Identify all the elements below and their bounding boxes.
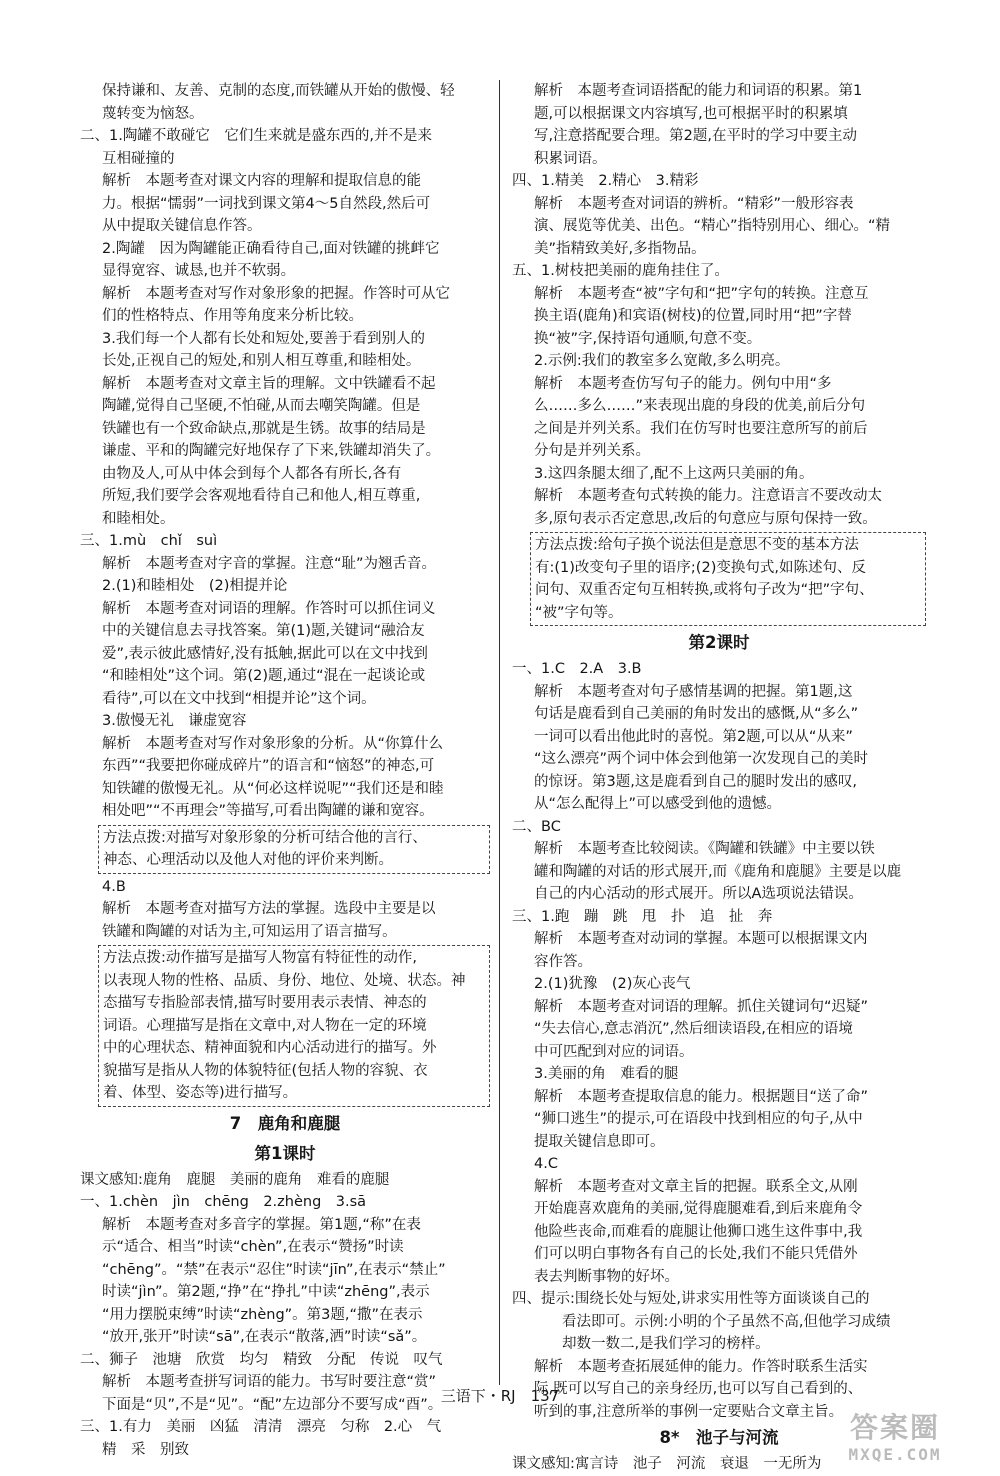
answer-line: 他险些丧命,而难看的鹿腿让他狮口逃生这件事中,我	[534, 1223, 863, 1240]
left-column	[80, 80, 490, 1461]
answer-line: 三、1.mù chǐ suì	[80, 533, 218, 549]
answer-line: 4.C	[534, 1156, 558, 1172]
answer-line: 解析 本题考查“被”字句和“把”字句的转换。注意互	[534, 285, 869, 302]
answer-line: 解析 本题考查对课文内容的理解和提取信息的能	[102, 173, 421, 189]
answer-line: 解析 本题考查对字音的掌握。注意“耻”为翘舌音。	[102, 555, 437, 572]
answer-line: 五、1.树枝把美丽的鹿角挂住了。	[512, 263, 729, 279]
answer-line: 课文感知:鹿角 鹿腿 美丽的鹿角 难看的鹿腿	[80, 1171, 390, 1188]
method-tip-line: “被”字句等。	[535, 604, 623, 621]
answer-line: 时读“jìn”。第2题,“挣”在“挣扎”中读“zhēng”,表示	[102, 1284, 430, 1300]
answer-line: 美”指精致美好,多指物品。	[534, 240, 706, 257]
answer-line: 2.(1)犹豫 (2)灰心丧气	[534, 976, 691, 992]
answer-line: 2.陶罐 因为陶罐能正确看待自己,面对铁罐的挑衅它	[102, 240, 440, 257]
column-divider	[499, 80, 500, 1385]
answer-line: 一、1.C 2.A 3.B	[512, 661, 642, 677]
answer-line: 们可以明白事物各有自己的长处,我们不能只凭借外	[534, 1246, 858, 1262]
answer-line: 解析 本题考查拓展延伸的能力。作答时联系生活实	[534, 1358, 868, 1375]
answer-line: 解析 本题考查对文章主旨的理解。文中铁罐看不起	[102, 375, 436, 392]
answer-line: 和睦相处。	[102, 510, 175, 527]
answer-line: 演、展览等优美、出色。“精心”指特别用心、细心。“精	[534, 218, 891, 234]
answer-line: “chēng”。“禁”在表示“忍住”时读“jīn”,在表示“禁止”	[102, 1261, 446, 1278]
answer-line: 罐和陶罐的对话的形式展开,而《鹿角和鹿腿》主要是以鹿	[534, 863, 902, 880]
answer-line: 听到的事,注意所举的事例一定要贴合文章主旨。	[534, 1403, 844, 1420]
answer-line: 分句是并列关系。	[534, 443, 650, 459]
section-heading: 第1课时	[254, 1143, 316, 1163]
answer-line: 铁罐也有一个致命缺点,那就是生锈。故事的结局是	[102, 420, 426, 437]
method-tip-line: 词语。心理描写是指在文章中,对人物在一定的环境	[103, 1017, 427, 1034]
section-heading: 8* 池子与河流	[659, 1428, 779, 1447]
answer-line: 3.我们每一个人都有长处和短处,要善于看到别人的	[102, 330, 425, 347]
answer-line: 多,原句表示否定意思,改后的句意应与原句保持一致。	[534, 510, 877, 527]
method-tip-line: 有:(1)改变句子里的语序;(2)变换句式,如陈述句、反	[535, 559, 866, 576]
answer-line: 由物及人,可从中体会到每个人都各有所长,各有	[102, 465, 402, 482]
answer-line: 四、提示:围绕长处与短处,讲求实用性等方面谈谈自己的	[512, 1291, 870, 1307]
method-tip-box	[530, 532, 926, 626]
answer-line: 解析 本题考查对词语的理解。抓住关键词句“迟疑”	[534, 998, 869, 1015]
answer-line: 相处吧”“不再理会”等描写,可看出陶罐的谦和宽容。	[102, 803, 434, 819]
answer-line: 解析 本题考查拼写词语的能力。书写时要注意“赏”	[102, 1374, 437, 1390]
method-tip-line: 以表现人物的性格、品质、身份、地位、处境、状态。神	[103, 972, 466, 989]
answer-line: 从中提取关键信息作答。	[102, 218, 262, 234]
answer-line: “这么漂亮”两个词中体会到他第一次发现自己的美时	[534, 751, 869, 767]
answer-line: 解析 本题考查对词语的辨析。“精彩”一般形容表	[534, 195, 854, 212]
answer-line: 铁罐和陶罐的对话为主,可知运用了语言描写。	[102, 923, 397, 940]
answer-line: 一、1.chèn jìn chēng 2.zhèng 3.sā	[80, 1194, 367, 1210]
answer-line: 之间是并列关系。我们在仿写时也要注意所写的前后	[534, 420, 868, 437]
method-tip-line: 神态、心理活动以及他人对他的评价来判断。	[103, 852, 393, 868]
answer-line: 解析 本题考查对句子感情基调的把握。第1题,这	[534, 683, 853, 700]
method-tip-box	[98, 825, 490, 874]
answer-line: 却数一数二,是我们学习的榜样。	[562, 1336, 770, 1352]
answer-line: 知铁罐的傲慢无礼。从“何必这样说呢”“我们还是和睦	[102, 780, 444, 797]
section-heading: 7 鹿角和鹿腿	[229, 1113, 341, 1133]
answer-line: 蔑转变为恼怒。	[102, 105, 204, 122]
answer-line: 4.B	[102, 878, 126, 895]
answer-line: “用力摆脱束缚”时读“zhèng”。第3题,“撒”在表示	[102, 1306, 423, 1323]
answer-line: 看待”,可以在文中找到“相提并论”这个词。	[102, 690, 376, 707]
answer-line: 解析 本题考查提取信息的能力。根据题目“送了命”	[534, 1088, 869, 1105]
answer-line: 解析 本题考查词语搭配的能力和词语的积累。第1	[534, 83, 863, 99]
method-tip-line: 中的心理状态、精神面貌和内心活动进行的描写。外	[103, 1040, 437, 1056]
answer-line: 容作答。	[534, 953, 592, 970]
answer-line: 解析 本题考查仿写句子的能力。例句中用“多	[534, 375, 832, 392]
watermark-top: 答案圈	[849, 1411, 940, 1444]
section-heading: 第2课时	[688, 633, 750, 652]
answer-line: 下面是“贝”,不是“见”。“配”左边部分不要写成“酉”。	[102, 1396, 443, 1413]
method-tip-line: 问句、双重否定句互相转换,或将句子改为“把”字句、	[535, 582, 874, 598]
watermark-logo	[820, 1412, 970, 1472]
answer-line: 示“适合、相当”时读“chèn”,在表示“赞扬”时读	[102, 1239, 404, 1255]
method-tip-line: 方法点拨:给句子换个说法但是意思不变的基本方法	[535, 537, 859, 553]
method-tip-box	[98, 945, 490, 1107]
answer-line: 四、1.精美 2.精心 3.精彩	[512, 173, 699, 189]
answer-line: 中可匹配到对应的词语。	[534, 1043, 694, 1060]
answer-line: 解析 本题考查比较阅读。《陶罐和铁罐》中主要以铁	[534, 841, 875, 857]
answer-line: 解析 本题考查对文章主旨的把握。联系全文,从刚	[534, 1178, 858, 1195]
answer-line: 自己的内心活动的形式展开。所以A选项说法错误。	[534, 886, 863, 902]
answer-line: 3.傲慢无礼 谦虚宽容	[102, 713, 247, 729]
answer-line: 提取关键信息即可。	[534, 1133, 665, 1150]
answer-line: 保持谦和、友善、克制的态度,而铁罐从开始的傲慢、轻	[102, 83, 455, 99]
answer-line: 互相碰撞的	[102, 150, 175, 167]
method-tip-line: 方法点拨:动作描写是描写人物富有特征性的动作,	[103, 950, 417, 966]
answer-line: 长处,正视自己的短处,和别人相互尊重,和睦相处。	[102, 353, 421, 369]
answer-line: “放开,张开”时读“sā”,在表示“散落,洒”时读“sǎ”。	[102, 1329, 427, 1345]
answer-line: 题,可以根据课文内容填写,也可根据平时的积累填	[534, 105, 848, 122]
method-tip-line: 态描写专指脸部表情,描写时要用表示表情、神态的	[103, 995, 427, 1011]
answer-line: 爱”,表示彼此感情好,没有抵触,据此可以在文中找到	[102, 645, 428, 662]
answer-line: 3.美丽的角 难看的腿	[534, 1066, 679, 1082]
answer-line: 二、BC	[512, 818, 561, 835]
answer-line: 句话是鹿看到自己美丽的角时发出的感慨,从“多么”	[534, 706, 859, 722]
answer-line: “失去信心,意志消沉”,然后细读语段,在相应的语境	[534, 1021, 853, 1037]
method-tip-line: 貌描写是指从人物的体貌特征(包括人物的容貌、衣	[103, 1062, 428, 1079]
right-column	[512, 80, 926, 1476]
answer-line: 二、1.陶罐不敢碰它 它们生来就是盛东西的,并不是来	[80, 128, 432, 144]
answer-line: “狮口逃生”的提示,可在语段中找到相应的句子,从中	[534, 1111, 863, 1127]
answer-line: 积累词语。	[534, 150, 607, 167]
answer-line: 么……多么……”来表现出鹿的身段的优美,前后分句	[534, 398, 866, 414]
answer-line: 二、狮子 池塘 欣赏 均匀 精致 分配 传说 叹气	[80, 1351, 443, 1368]
answer-line: 解析 本题考查对多音字的掌握。第1题,“称”在表	[102, 1216, 421, 1233]
answer-line: 东西”“我要把你碰成碎片”的语言和“恼怒”的神态,可	[102, 758, 435, 774]
method-tip-line: 着、体型、姿态等)进行描写。	[103, 1085, 298, 1101]
answer-line: 课文感知:寓言诗 池子 河流 衰退 一无所为	[512, 1456, 822, 1472]
answer-line: 2.示例:我们的教室多么宽敞,多么明亮。	[534, 353, 790, 369]
answer-line: 从“怎么配得上”可以感受到他的遗憾。	[534, 796, 782, 812]
answer-line: 所短,我们要学会客观地看待自己和他人,相互尊重,	[102, 488, 421, 504]
answer-line: 谦虚、平和的陶罐完好地保存了下来,铁罐却消失了。	[102, 443, 441, 459]
watermark-bottom: MXQE.COM	[848, 1445, 942, 1464]
answer-line: 解析 本题考查对写作对象形象的把握。作答时可从它	[102, 285, 450, 302]
answer-line: 一词可以看出他此时的喜悦。第2题,可以从“从来”	[534, 728, 853, 745]
answer-line: 解析 本题考查对写作对象形象的分析。从“你算什么	[102, 735, 444, 752]
answer-line: 力。根据“懦弱”一词找到课文第4～5自然段,然后可	[102, 195, 431, 212]
answer-line: 的惊讶。第3题,这是鹿看到自己的腿时发出的感叹,	[534, 773, 857, 790]
answer-line: 显得宽容、诚恳,也并不软弱。	[102, 263, 296, 279]
answer-line: 三、1.跑 蹦 跳 甩 扑 追 扯 奔	[512, 908, 773, 925]
answer-line: 际,既可以写自己的亲身经历,也可以写自己看到的、	[534, 1381, 863, 1397]
answer-line: 开始鹿喜欢鹿角的美丽,觉得鹿腿难看,到后来鹿角令	[534, 1201, 863, 1217]
answer-line: 写,注意搭配要合理。第2题,在平时的学习中要主动	[534, 128, 857, 144]
answer-line: 换“被”字,保持语句通顺,句意不变。	[534, 330, 762, 347]
answer-line: 解析 本题考查对描写方法的掌握。选段中主要是以	[102, 901, 436, 917]
answer-line: 3.这四条腿太细了,配不上这两只美丽的角。	[534, 465, 814, 482]
method-tip-line: 方法点拨:对描写对象形象的分析可结合他的言行、	[103, 829, 427, 846]
answer-line: 精 采 别致	[102, 1441, 189, 1458]
answer-line: 三、1.有力 美丽 凶猛 清清 漂亮 匀称 2.心 气	[80, 1419, 442, 1435]
answer-line: 中的关键信息去寻找答案。第(1)题,关键词“融洽友	[102, 623, 425, 639]
answer-line: 们的性格特点、作用等角度来分析比较。	[102, 308, 363, 324]
answer-line: 2.(1)和睦相处 (2)相提并论	[102, 578, 288, 594]
answer-line: “和睦相处”这个词。第(2)题,通过“混在一起谈论或	[102, 668, 426, 684]
answer-line: 看法即可。示例:小明的个子虽然不高,但他学习成绩	[562, 1313, 891, 1330]
answer-line: 解析 本题考查对词语的理解。作答时可以抓住词义	[102, 600, 436, 617]
answer-line: 陶罐,觉得自己坚硬,不怕碰,从而去嘲笑陶罐。但是	[102, 398, 421, 414]
answer-line: 解析 本题考查对动词的掌握。本题可以根据课文内	[534, 931, 868, 947]
answer-line: 换主语(鹿角)和宾语(树枝)的位置,同时用“把”字替	[534, 308, 852, 324]
page-footer: 三语下・RJ 137	[440, 1387, 560, 1405]
answer-line: 表去判断事物的好坏。	[534, 1268, 679, 1285]
answer-line: 解析 本题考查句式转换的能力。注意语言不要改动太	[534, 488, 882, 504]
